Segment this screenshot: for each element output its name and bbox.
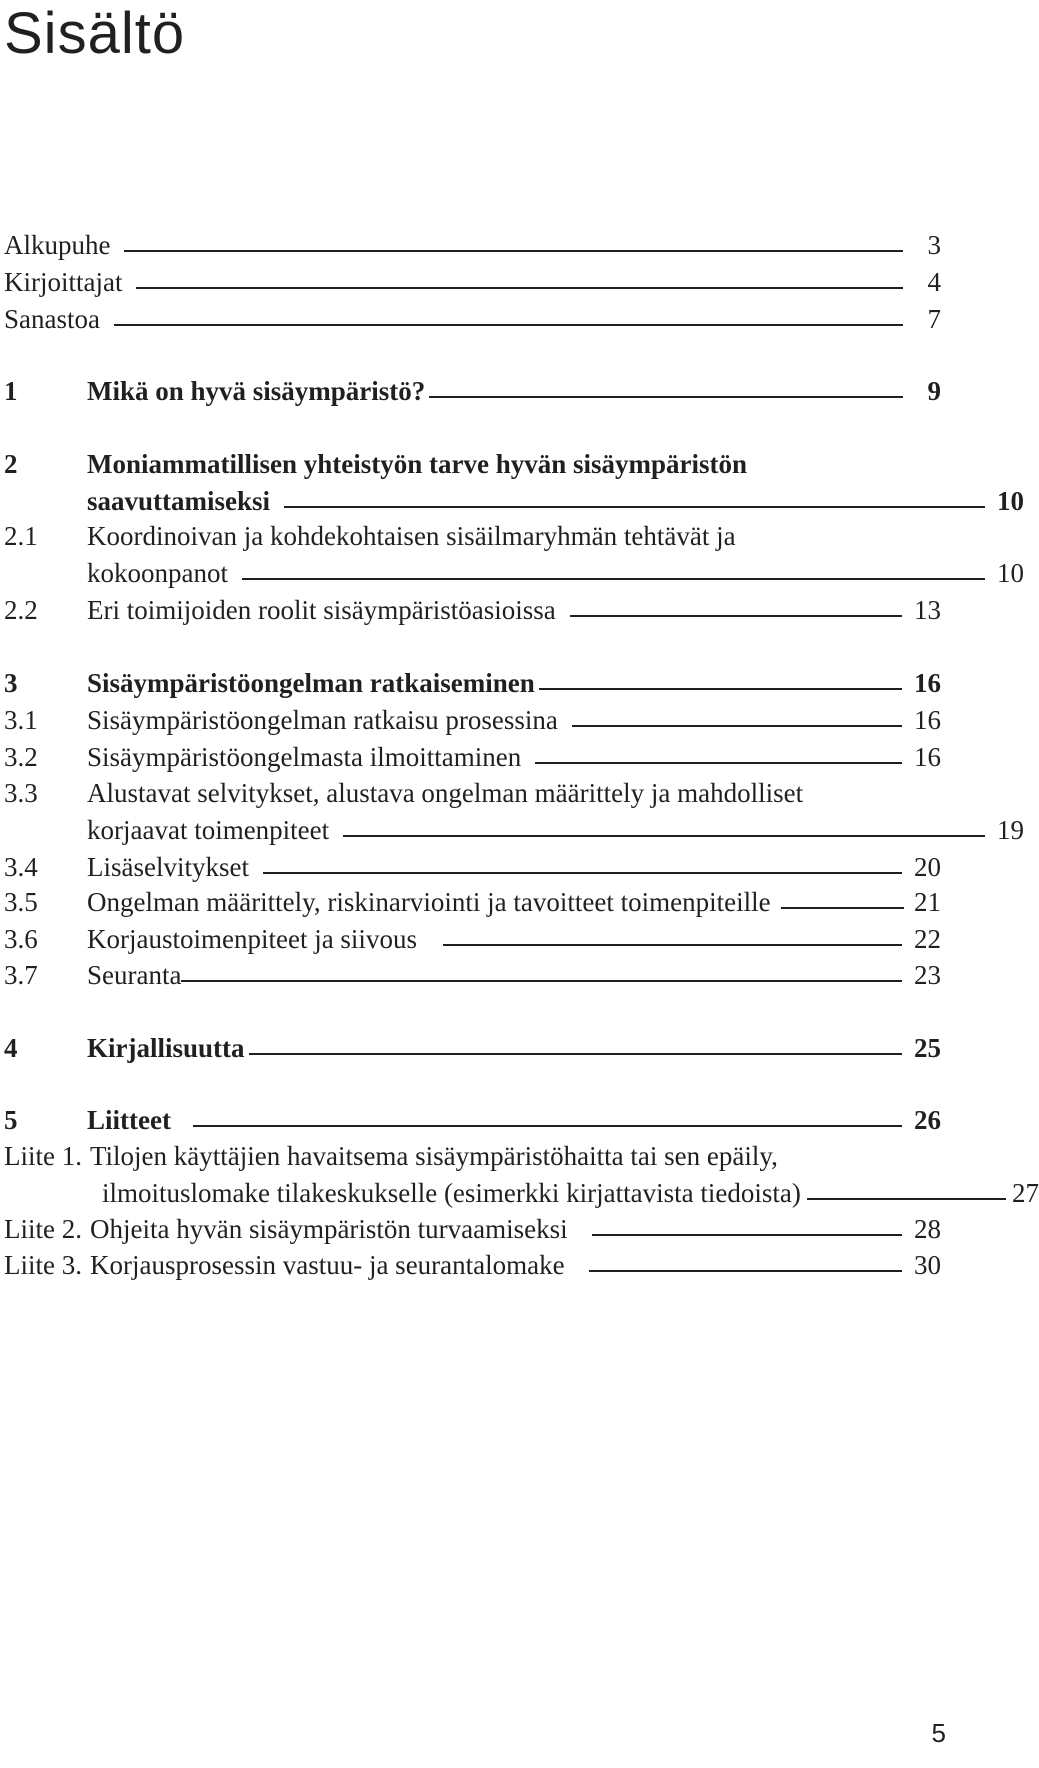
toc-title: Sisäympäristöongelman ratkaiseminen — [87, 668, 535, 698]
toc-entry-2-1-cont[interactable] — [4, 556, 1024, 590]
leader-line — [181, 980, 902, 982]
toc-entry-1[interactable] — [4, 374, 941, 408]
toc-title-cont: ilmoituslomake tilakeskukselle (esimerkki kirjattavista tiedoista) — [102, 1178, 801, 1208]
toc-title: Ongelman määrittely, riskinarviointi ja tavoitteet toimenpiteille — [87, 887, 771, 917]
toc-title: Seuranta — [87, 960, 182, 990]
toc-entry-4[interactable] — [4, 1031, 941, 1065]
leader-line — [136, 287, 903, 289]
leader-line — [570, 615, 902, 617]
toc-number: 1 — [4, 376, 18, 406]
toc-page: 7 — [927, 304, 941, 334]
toc-page: 16 — [914, 705, 941, 735]
leader-line — [539, 688, 902, 690]
toc-title: Koordinoivan ja kohdekohtaisen sisäilmaryhmän tehtävät ja — [87, 521, 736, 551]
toc-title: Sisäympäristöongelmasta ilmoittaminen — [87, 742, 522, 772]
page-number: 5 — [931, 1718, 946, 1748]
toc-number: 3.3 — [4, 778, 38, 808]
toc-entry-sanastoa[interactable] — [4, 302, 941, 336]
toc-title: Lisäselvitykset — [87, 852, 249, 882]
toc-title: Alustavat selvitykset, alustava ongelman määrittely ja mahdolliset — [87, 778, 804, 808]
toc-number: 3.5 — [4, 887, 38, 917]
toc-page: 10 — [997, 486, 1024, 516]
toc-appendix-2[interactable] — [4, 1212, 941, 1246]
toc-entry-3-2[interactable] — [4, 740, 941, 774]
toc-page: 10 — [997, 558, 1024, 588]
toc-title: Kirjoittajat — [4, 267, 123, 297]
toc-number: 3.4 — [4, 852, 38, 882]
toc-page: 13 — [914, 595, 941, 625]
appendix-label: Liite 3. — [4, 1250, 82, 1280]
toc-page: 3 — [927, 230, 941, 260]
leader-line — [249, 1053, 902, 1055]
toc-title: Liitteet — [87, 1105, 171, 1135]
toc-page: 23 — [914, 960, 941, 990]
appendix-label: Liite 2. — [4, 1214, 82, 1244]
toc-entry-3-5[interactable] — [4, 885, 941, 919]
toc-title: Mikä on hyvä sisäympäristö? — [87, 376, 426, 406]
toc-appendix-1-cont[interactable] — [4, 1176, 1039, 1210]
toc-entry-3-6[interactable] — [4, 922, 941, 956]
toc-number: 5 — [4, 1105, 18, 1135]
leader-line — [572, 725, 902, 727]
toc-page: 21 — [914, 887, 941, 917]
toc-number: 3.2 — [4, 742, 38, 772]
toc-entry-2[interactable] — [4, 447, 941, 481]
toc-page: 20 — [914, 852, 941, 882]
toc-page: 27 — [1012, 1178, 1039, 1208]
leader-line — [242, 578, 985, 580]
toc-title: Tilojen käyttäjien havaitsema sisäympäristöhaitta tai sen epäily, — [89, 1141, 778, 1171]
toc-page: 26 — [914, 1105, 941, 1135]
toc-page: 19 — [997, 815, 1024, 845]
toc-page: 25 — [914, 1033, 941, 1063]
toc-number: 2 — [4, 449, 18, 479]
toc-title: Korjausprosessin vastuu- ja seurantalomake — [89, 1250, 565, 1280]
toc-number: 2.1 — [4, 521, 38, 551]
leader-line — [343, 835, 985, 837]
toc-entry-3-1[interactable] — [4, 703, 941, 737]
leader-line — [443, 944, 902, 946]
toc-title: Kirjallisuutta — [87, 1033, 245, 1063]
toc-entry-3-7[interactable] — [4, 958, 941, 992]
toc-page: 4 — [927, 267, 941, 297]
leader-line — [124, 250, 903, 252]
toc-entry-5[interactable] — [4, 1103, 941, 1137]
toc-entry-2-1[interactable] — [4, 519, 941, 553]
leader-line — [284, 506, 985, 508]
appendix-label: Liite 1. — [4, 1141, 82, 1171]
leader-line — [807, 1198, 1006, 1200]
toc-entry-alkupuhe[interactable] — [4, 228, 941, 262]
leader-line — [429, 396, 903, 398]
toc-entry-3-3[interactable] — [4, 776, 941, 810]
toc-number: 3.7 — [4, 960, 38, 990]
toc-appendix-3[interactable] — [4, 1248, 941, 1282]
page-title: Sisältö — [4, 1, 186, 66]
toc-number: 4 — [4, 1033, 18, 1063]
toc-title: Alkupuhe — [4, 230, 111, 260]
toc-appendix-1[interactable] — [4, 1139, 941, 1173]
leader-line — [592, 1234, 902, 1236]
toc-title: Moniammatillisen yhteistyön tarve hyvän sisäympäristön — [87, 449, 748, 479]
toc-page: 28 — [914, 1214, 941, 1244]
toc-entry-2-2[interactable] — [4, 593, 941, 627]
toc-number: 3.1 — [4, 705, 38, 735]
toc-title: Korjaustoimenpiteet ja siivous — [87, 924, 417, 954]
leader-line — [535, 762, 902, 764]
toc-entry-3-4[interactable] — [4, 850, 941, 884]
toc-number: 2.2 — [4, 595, 38, 625]
toc-page: 9 — [927, 376, 941, 406]
toc-entry-3-3-cont[interactable] — [4, 813, 1024, 847]
toc-title: Eri toimijoiden roolit sisäympäristöasioissa — [87, 595, 556, 625]
leader-line — [781, 907, 904, 909]
toc-page: 16 — [914, 742, 941, 772]
toc-title: Sanastoa — [4, 304, 100, 334]
toc-page: 22 — [914, 924, 941, 954]
toc-title: Ohjeita hyvän sisäympäristön turvaamiseksi — [89, 1214, 568, 1244]
toc-page: 30 — [914, 1250, 941, 1280]
toc-title: Sisäympäristöongelman ratkaisu prosessina — [87, 705, 558, 735]
toc-title-cont: kokoonpanot — [87, 558, 228, 588]
leader-line — [263, 872, 902, 874]
leader-line — [589, 1270, 902, 1272]
toc-page: 16 — [914, 668, 941, 698]
toc-number: 3 — [4, 668, 18, 698]
toc-number: 3.6 — [4, 924, 38, 954]
leader-line — [114, 324, 903, 326]
toc-entry-3[interactable] — [4, 666, 941, 700]
toc-entry-2-cont[interactable] — [4, 484, 1024, 518]
toc-title-cont: saavuttamiseksi — [87, 486, 271, 516]
toc-title-cont: korjaavat toimenpiteet — [87, 815, 330, 845]
toc-entry-kirjoittajat[interactable] — [4, 265, 941, 299]
leader-line — [193, 1125, 902, 1127]
